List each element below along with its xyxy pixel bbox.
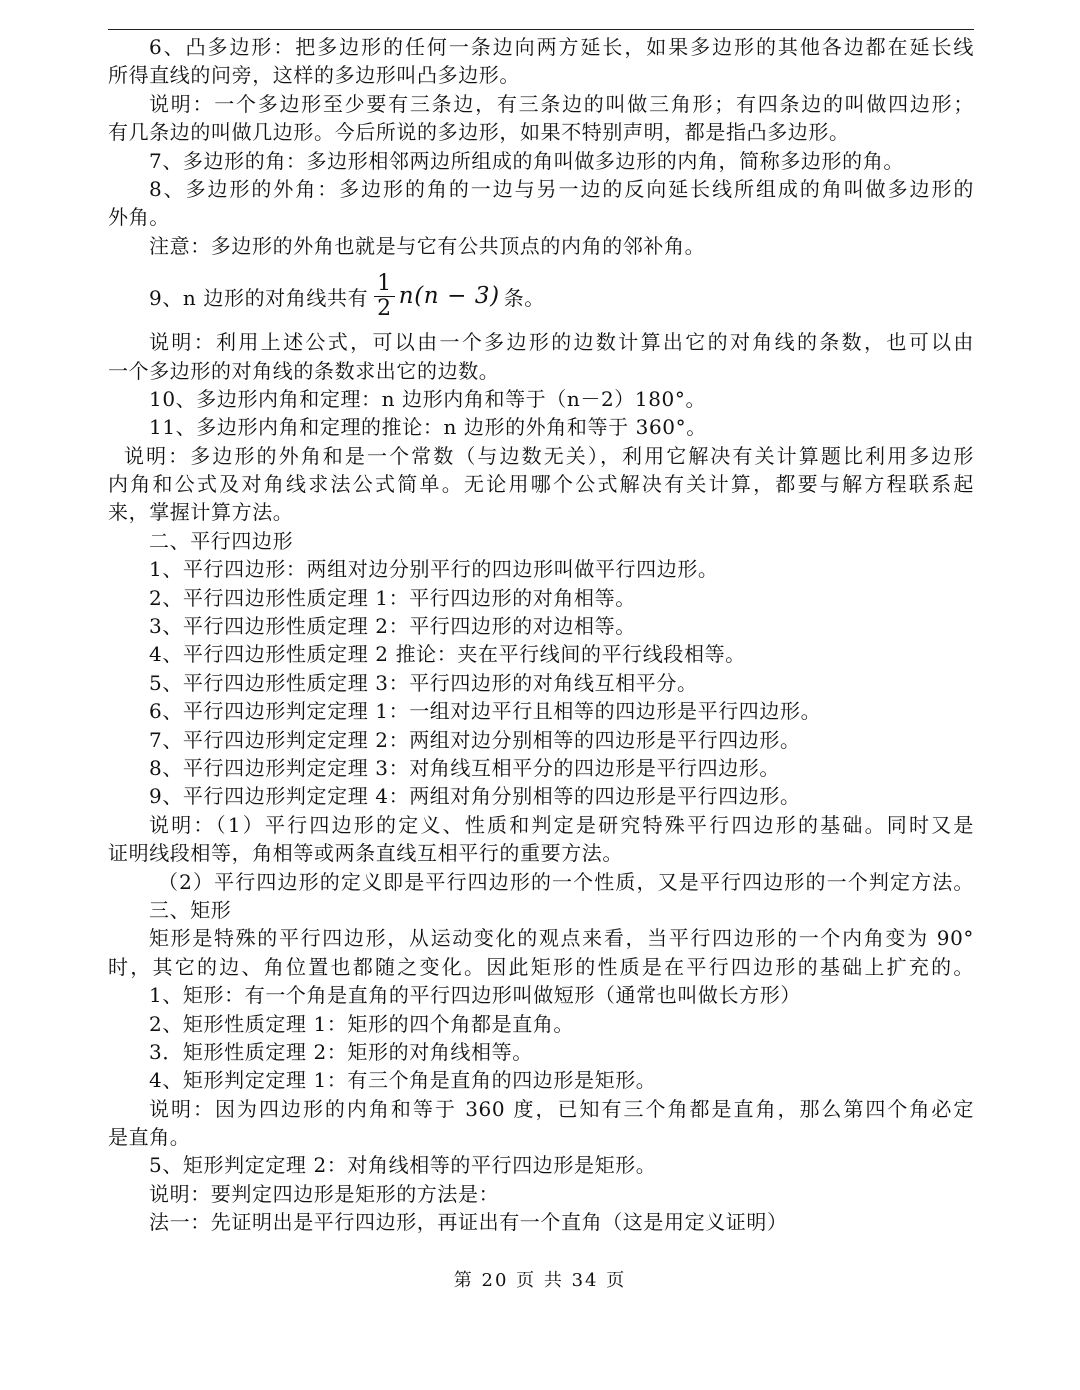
note-exterior-line-2: 内角和公式及对角线求法公式简单。无论用哪个公式解决有关计算，都要与解方程联系起 <box>108 472 974 497</box>
item-11: 11、多边形内角和定理的推论：n 边形的外角和等于 360°。 <box>149 415 707 440</box>
item-8-line-2: 外角。 <box>108 205 170 230</box>
note-rectangle-method: 说明：要判定四边形是矩形的方法是： <box>149 1181 500 1206</box>
formula-suffix: 条。 <box>503 285 545 310</box>
note-exterior-line-1: 说明：多边形的外角和是一个常数（与边数无关），利用它解决有关计算题比利用多边形 <box>124 443 974 468</box>
method-one: 法一：先证明出是平行四边形，再证出有一个直角（这是用定义证明） <box>149 1210 788 1235</box>
fraction <box>374 272 395 321</box>
formula-prefix: 9、n 边形的对角线共有 <box>149 285 369 310</box>
item-6-line-1: 6、凸多边形：把多边形的任何一条边向两方延长，如果多边形的其他各边都在延长线 <box>149 35 974 59</box>
page-footer: 第 20 页 共 34 页 <box>453 1270 627 1291</box>
note-parallelogram-line-2: 证明线段相等，角相等或两条直线互相平行的重要方法。 <box>108 841 623 866</box>
formula-expression: n(n − 3) <box>398 283 500 310</box>
note-formula-line-2: 一个多边形的对角线的条数求出它的边数。 <box>108 358 500 383</box>
section-heading-parallelogram: 二、平行四边形 <box>149 528 294 553</box>
parallelogram-item-5: 5、平行四边形性质定理 3：平行四边形的对角线互相平分。 <box>149 670 698 695</box>
item-9-formula <box>108 264 974 328</box>
note-polygon-line-1: 说明：一个多边形至少要有三条边，有三条边的叫做三角形；有四条边的叫做四边形； <box>149 91 974 116</box>
parallelogram-item-2: 2、平行四边形性质定理 1：平行四边形的对角相等。 <box>149 585 636 610</box>
note-polygon-line-2: 有几条边的叫做几边形。今后所说的多边形，如果不特别声明，都是指凸多边形。 <box>108 120 850 145</box>
fraction-denominator: 2 <box>377 295 392 321</box>
rectangle-item-5: 5、矩形判定定理 2：对角线相等的平行四边形是矩形。 <box>149 1153 657 1178</box>
fraction-numerator: 1 <box>377 270 392 296</box>
attention-note: 注意：多边形的外角也就是与它有公共顶点的内角的邻补角。 <box>149 233 706 258</box>
note-rectangle-line-1: 说明：因为四边形的内角和等于 360 度，已知有三个角都是直角，那么第四个角必定 <box>149 1096 974 1121</box>
rectangle-item-2: 2、矩形性质定理 1：矩形的四个角都是直角。 <box>149 1011 575 1036</box>
rectangle-intro-line-2: 时，其它的边、角位置也都随之变化。因此矩形的性质是在平行四边形的基础上扩充的。 <box>108 954 974 979</box>
top-rule <box>108 29 974 30</box>
note-parallelogram-line-1: 说明：（1）平行四边形的定义、性质和判定是研究特殊平行四边形的基础。同时又是 <box>149 812 974 837</box>
rectangle-item-4: 4、矩形判定定理 1：有三个角是直角的四边形是矩形。 <box>149 1068 657 1093</box>
parallelogram-item-6: 6、平行四边形判定定理 1：一组对边平行且相等的四边形是平行四边形。 <box>149 699 822 724</box>
section-heading-rectangle: 三、矩形 <box>149 897 232 922</box>
item-8-line-1: 8、多边形的外角：多边形的角的一边与另一边的反向延长线所组成的角叫做多边形的 <box>149 176 974 201</box>
note-exterior-line-3: 来，掌握计算方法。 <box>108 500 294 525</box>
item-6-line-2: 所得直线的问旁，这样的多边形叫凸多边形。 <box>108 63 520 88</box>
note-rectangle-line-2: 是直角。 <box>108 1125 191 1150</box>
parallelogram-item-9: 9、平行四边形判定定理 4：两组对角分别相等的四边形是平行四边形。 <box>149 784 801 809</box>
document-body <box>108 33 974 1237</box>
note-formula-line-1: 说明：利用上述公式，可以由一个多边形的边数计算出它的对角线的条数，也可以由 <box>149 330 974 355</box>
item-7: 7、多边形的角：多边形相邻两边所组成的角叫做多边形的内角，简称多边形的角。 <box>149 148 904 173</box>
parallelogram-item-1: 1、平行四边形：两组对边分别平行的四边形叫做平行四边形。 <box>149 557 719 582</box>
rectangle-item-3: 3．矩形性质定理 2：矩形的对角线相等。 <box>149 1039 533 1064</box>
parallelogram-item-4: 4、平行四边形性质定理 2 推论：夹在平行线间的平行线段相等。 <box>149 642 746 667</box>
item-10: 10、多边形内角和定理：n 边形内角和等于（n－2）180°。 <box>149 386 707 411</box>
rectangle-intro-line-1: 矩形是特殊的平行四边形，从运动变化的观点来看，当平行四边形的一个内角变为 90° <box>149 926 974 951</box>
parallelogram-item-3: 3、平行四边形性质定理 2：平行四边形的对边相等。 <box>149 614 636 639</box>
parallelogram-item-8: 8、平行四边形判定定理 3：对角线互相平分的四边形是平行四边形。 <box>149 755 781 780</box>
note-parallelogram-line-3: （2）平行四边形的定义即是平行四边形的一个性质，又是平行四边形的一个判定方法。 <box>158 869 974 894</box>
rectangle-item-1: 1、矩形：有一个角是直角的平行四边形叫做短形（通常也叫做长方形） <box>149 983 801 1008</box>
parallelogram-item-7: 7、平行四边形判定定理 2：两组对边分别相等的四边形是平行四边形。 <box>149 727 801 752</box>
